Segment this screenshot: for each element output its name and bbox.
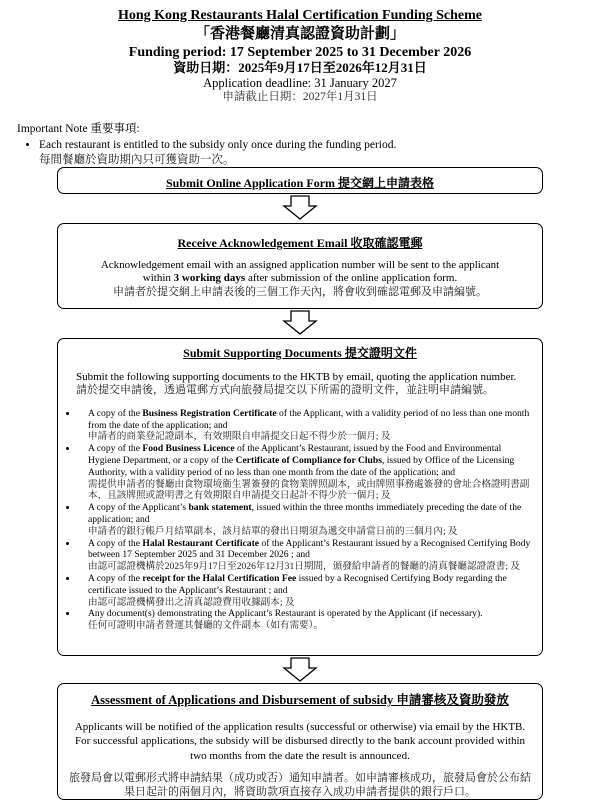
down-arrow-icon: [282, 195, 318, 220]
doc-name: Business Registration Certificate: [142, 407, 277, 419]
funding-period-zh: 資助日期：2025年9月17日至2026年12月31日: [173, 60, 427, 76]
important-note: [17, 122, 587, 167]
doc-text: A copy of the: [88, 537, 143, 549]
doc-name: Halal Restaurant Certificate: [142, 537, 260, 549]
step-submit-supporting-documents: [57, 338, 543, 656]
document-item: [78, 573, 532, 608]
document-item: [78, 408, 532, 443]
document-item: [78, 608, 532, 632]
doc-text: A copy of the: [88, 443, 143, 455]
doc-text-zh: 申請者的銀行帳戶月結單副本，該月結單的發出日期須為遞交申請當日前的三個月內; 及: [88, 525, 458, 537]
important-note-list: [17, 138, 587, 152]
doc-text: of the Applicant’s Restaurant, issued by the Food and Environmental Hygiene Department, or a copy of the: [88, 443, 502, 466]
important-note-text-zh: 每間餐廳於資助期內只可獲資助一次。: [39, 153, 235, 166]
step-body-text: after submission of the online application form.: [245, 272, 458, 285]
document-item: [78, 538, 532, 573]
important-note-item: [39, 138, 587, 152]
application-deadline: Application deadline: 31 January 2027: [203, 76, 397, 91]
step-assessment-and-disbursement: [57, 683, 543, 800]
step-body-text: Applicants will be notified of the application results (successful or otherwise) via email by the HKTB. For successful applications, the subsidy will be disbursed directly to the bank account provided within two months from the date the result is announced.: [74, 721, 526, 762]
doc-text: , issued within the three months immediately preceding the date of the application; and: [88, 502, 522, 525]
step-body-text: within: [142, 272, 174, 285]
down-arrow-icon: [282, 310, 318, 335]
step-title: Receive Acknowledgement Email 收取確認電郵: [177, 236, 423, 250]
step-receive-acknowledgement: [57, 223, 543, 309]
doc-text-zh: 由認可認證機構於2025年9月17日至2026年12月31日期間，頒發給申請者的餐廳的清真餐廳認證證書; 及: [88, 561, 520, 573]
down-arrow-icon: [282, 657, 318, 682]
application-deadline-zh: 申請截止日期：2027年1月31日: [222, 90, 378, 103]
documents-list: [66, 408, 532, 632]
doc-text-zh: 任何可證明申請者營運其餐廳的文件副本（如有需要）。: [88, 620, 324, 632]
step-body: [78, 259, 522, 299]
doc-text: issued by a Recognised Certifying Body regarding the certificate issued to the Applicant’s Restaurant ; and: [88, 572, 507, 596]
document-item: [78, 443, 532, 502]
doc-name: Food Business Licence: [142, 443, 235, 455]
doc-text: A copy of the Applicant’s: [88, 502, 189, 514]
step-body-text-zh: 旅發局會以電郵形式將申請結果（成功或否）通知申請者。如申請審核成功，旅發局會於公布結果日起計的兩個月內，將資助款項直接存入成功申請者提供的銀行戶口。: [69, 771, 531, 799]
doc-text: of the Applicant’s Restaurant issued by a Recognised Certifying Body between 17 September 2025 and 31 December 2026 ; and: [88, 537, 531, 561]
doc-text-zh: 需提供申請者的餐廳由食物環境衞生署簽發的食物業牌照副本，或由牌照事務處簽發的會址合格證明書副本，且該牌照或證明書之有效期限自申請提交日起計不得少於一個月; 及: [88, 478, 530, 502]
step-title: Submit Supporting Documents 提交證明文件: [183, 346, 417, 360]
step-title: Submit Online Application Form 提交網上申請表格: [165, 176, 435, 190]
step-body-text: Acknowledgement email with an assigned application number will be sent to the applicant: [100, 259, 500, 271]
page-title: Hong Kong Restaurants Halal Certification Funding Scheme: [117, 8, 482, 23]
doc-text: A copy of the: [88, 572, 143, 584]
doc-text-zh: 由認可認證機構發出之清真認證費用收據副本; 及: [88, 596, 295, 608]
step-intro: [76, 371, 524, 398]
doc-text: Any document(s) demonstrating the Applicant’s Restaurant is operated by the Applicant (if necessary).: [88, 608, 483, 620]
step-intro-text: Submit the following supporting documents to the HKTB by email, quoting the application number.: [76, 371, 517, 383]
page-header: [0, 8, 600, 104]
funding-period: Funding period: 17 September 2025 to 31 December 2026: [128, 45, 472, 61]
doc-text-zh: 申請者的商業登記證副本，有效期限自申請提交日起不得少於一個月; 及: [88, 431, 391, 443]
important-note-text: Each restaurant is entitled to the subsidy only once during the funding period.: [39, 139, 397, 152]
step-submit-online-form: [57, 167, 543, 194]
step-body-text-zh: 申請者於提交網上申請表後的三個工作天內，將會收到確認電郵及申請編號。: [113, 285, 487, 298]
doc-text: , issued by Office of the Licensing Authority, with a validity period of no less than one month from the date of the application; and: [88, 455, 515, 478]
doc-name: receipt for the Halal Certification Fee: [142, 572, 297, 584]
doc-name: Certificate of Compliance for Clubs: [235, 455, 382, 466]
doc-name: bank statement: [188, 502, 252, 514]
document-item: [78, 502, 532, 537]
step-title: Assessment of Applications and Disbursement of subsidy 申請審核及資助發放: [91, 693, 509, 707]
doc-text: A copy of the: [88, 407, 143, 419]
step-intro-text-zh: 請於提交申請後，透過電郵方式向旅發局提交以下所需的證明文件，並註明申請編號。: [76, 384, 494, 397]
step-body-emphasis: 3 working days: [173, 272, 246, 285]
doc-text: of the Applicant, with a validity period of no less than one month from the date of the application; and: [88, 407, 530, 431]
important-note-label: Important Note 重要事項:: [17, 123, 140, 135]
page-title-zh: 「香港餐廳清真認證資助計劃」: [194, 26, 405, 43]
